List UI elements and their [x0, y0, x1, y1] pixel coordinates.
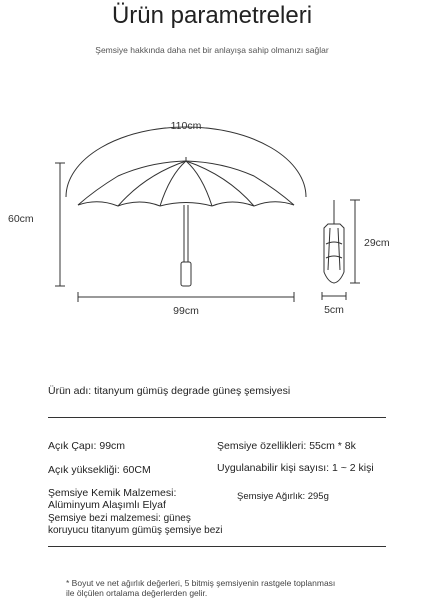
spec-rib-material-line2: Alüminyum Alaşımlı Elyaf — [48, 499, 166, 511]
folded-length-label: 29cm — [364, 237, 390, 249]
folded-umbrella-icon — [324, 200, 344, 283]
spec-weight: Şemsiye Ağırlık: 295g — [237, 491, 329, 502]
width-label: 99cm — [173, 305, 199, 317]
folded-width-label: 5cm — [324, 304, 344, 316]
width-dimension — [78, 292, 294, 302]
spec-open-height: Açık yüksekliği: 60CM — [48, 464, 151, 476]
open-umbrella-icon — [78, 157, 294, 286]
product-name: Ürün adı: titanyum gümüş degrade güneş şemsiyesi — [48, 385, 291, 397]
spec-fabric-line2: koruyucu titanyum gümüş şemsiye bezi — [48, 525, 223, 536]
spec-umbrella-features: Şemsiye özellikleri: 55cm * 8k — [217, 440, 356, 452]
height-dimension — [55, 163, 65, 286]
divider-bottom — [48, 546, 386, 547]
page-title: Ürün parametreleri — [111, 2, 313, 29]
page-subtitle: Şemsiye hakkında daha net bir anlayışa sahip olmanızı sağlar — [95, 45, 329, 55]
spec-fabric-line1: Şemsiye bezi malzemesi: güneş — [48, 513, 191, 524]
spec-rib-material-line1: Şemsiye Kemik Malzemesi: — [48, 487, 177, 499]
divider-top — [48, 417, 386, 418]
height-label: 60cm — [8, 213, 34, 225]
diameter-label: 110cm — [170, 120, 202, 132]
spec-open-diameter: Açık Çapı: 99cm — [48, 440, 126, 452]
footnote-line1: * Boyut ve net ağırlık değerleri, 5 bitmiş şemsiyenin rastgele toplanması — [66, 578, 336, 588]
footnote-line2: ile ölçülen ortalama değerlerden gelir. — [66, 588, 208, 598]
folded-length-dimension — [350, 200, 360, 283]
spec-suitable-people: Uygulanabilir kişi sayısı: 1 ~ 2 kişi — [217, 462, 374, 474]
folded-width-dimension — [322, 292, 346, 300]
